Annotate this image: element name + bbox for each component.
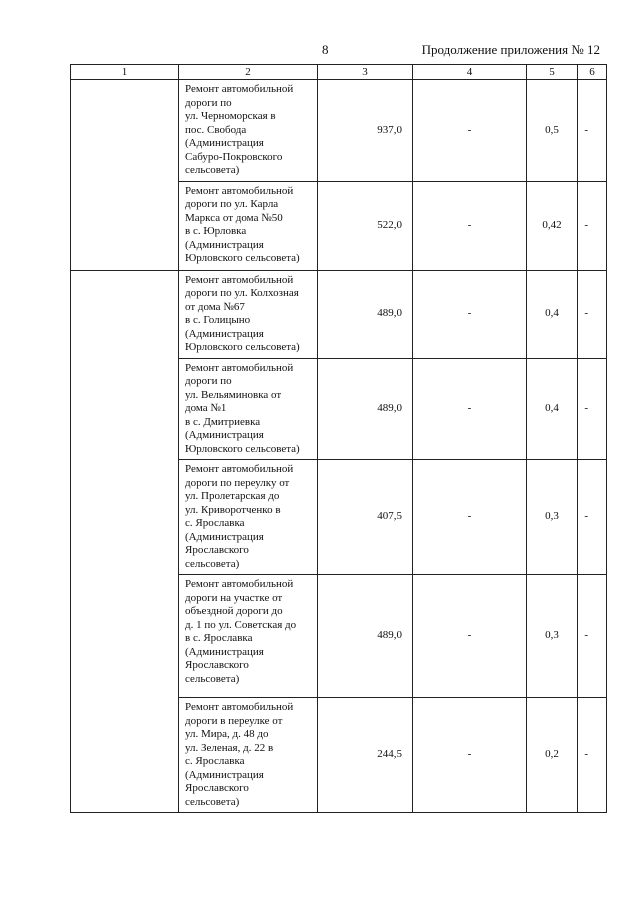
empty-cell	[71, 80, 179, 271]
column-number: 1	[71, 65, 179, 80]
value-cell: -	[578, 270, 607, 358]
work-description: Ремонт автомобильной дороги по ул. Колхозная от дома №67 в с. Голицыно (Администрация Юрловского сельсовета)	[179, 270, 318, 358]
table-row	[71, 270, 607, 358]
column-number: 6	[578, 65, 607, 80]
value-cell: 0,5	[527, 80, 578, 182]
value-cell: 407,5	[318, 460, 413, 575]
value-cell: 0,4	[527, 358, 578, 460]
column-number-row	[71, 65, 607, 80]
value-cell: 489,0	[318, 358, 413, 460]
work-description: Ремонт автомобильной дороги по переулку от ул. Пролетарская до ул. Криворотченко в с. Ярославка (Администрация Ярославского сельсовета)	[179, 460, 318, 575]
work-description: Ремонт автомобильной дороги по ул. Черноморская в пос. Свобода (Администрация Сабуро-Покровского сельсовета)	[179, 80, 318, 182]
table-row	[71, 80, 607, 182]
value-cell: 0,4	[527, 270, 578, 358]
value-cell: 244,5	[318, 698, 413, 813]
work-description: Ремонт автомобильной дороги на участке от объездной дороги до д. 1 по ул. Советская до в с. Ярославка (Администрация Ярославского сельсовета)	[179, 575, 318, 698]
value-cell: 0,42	[527, 181, 578, 270]
value-cell: 0,3	[527, 575, 578, 698]
value-cell: 937,0	[318, 80, 413, 182]
value-cell: -	[578, 358, 607, 460]
value-cell: 489,0	[318, 575, 413, 698]
page-number: 8	[322, 42, 329, 57]
value-cell: -	[578, 181, 607, 270]
value-cell: -	[413, 270, 527, 358]
value-cell: 489,0	[318, 270, 413, 358]
value-cell: -	[578, 80, 607, 182]
value-cell: 0,2	[527, 698, 578, 813]
value-cell: -	[578, 460, 607, 575]
work-description: Ремонт автомобильной дороги по ул. Вельяминовка от дома №1 в с. Дмитриевка (Администрация Юрловского сельсовета)	[179, 358, 318, 460]
works-table	[70, 64, 607, 813]
value-cell: -	[413, 698, 527, 813]
column-number: 4	[413, 65, 527, 80]
column-number: 5	[527, 65, 578, 80]
value-cell: -	[413, 358, 527, 460]
work-description: Ремонт автомобильной дороги в переулке от ул. Мира, д. 48 до ул. Зеленая, д. 22 в с. Ярославка (Администрация Ярославского сельсовета)	[179, 698, 318, 813]
value-cell: -	[578, 575, 607, 698]
value-cell: -	[578, 698, 607, 813]
value-cell: -	[413, 460, 527, 575]
value-cell: 522,0	[318, 181, 413, 270]
value-cell: -	[413, 181, 527, 270]
column-number: 2	[179, 65, 318, 80]
empty-cell	[71, 270, 179, 813]
value-cell: -	[413, 80, 527, 182]
appendix-continuation-note: Продолжение приложения № 12	[421, 42, 600, 57]
value-cell: 0,3	[527, 460, 578, 575]
work-description: Ремонт автомобильной дороги по ул. Карла Маркса от дома №50 в с. Юрловка (Администрация Юрловского сельсовета)	[179, 181, 318, 270]
column-number: 3	[318, 65, 413, 80]
value-cell: -	[413, 575, 527, 698]
